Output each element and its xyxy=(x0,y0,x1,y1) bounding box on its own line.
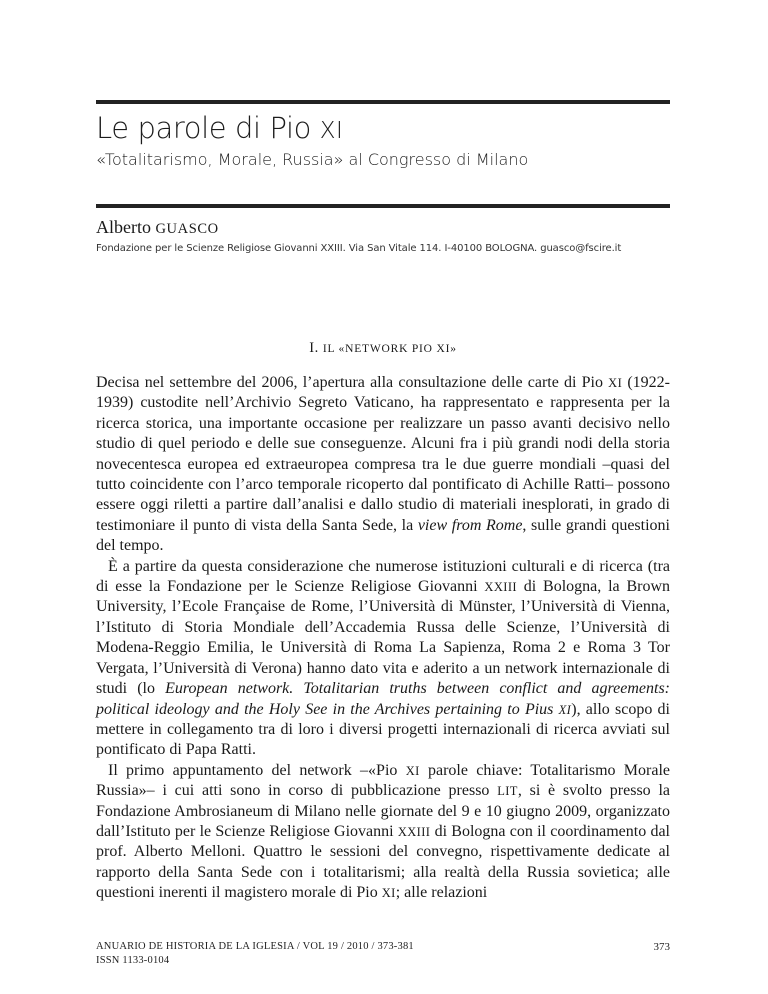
section-title: IL «NETWORK PIO XI» xyxy=(322,343,457,355)
roman-numeral: XI xyxy=(381,886,396,901)
article-subtitle: «Totalitarismo, Morale, Russia» al Congresso di Milano xyxy=(96,150,529,169)
paragraph-3 xyxy=(96,761,670,904)
text-span: parole chiave: Totalitarismo Morale Russia»– i cui atti sono in corso di pubblicazione presso xyxy=(96,761,671,800)
page-number: 373 xyxy=(653,941,670,953)
text-span: (1922-1939) custodite nell’Archivio Segreto Vaticano, ha rappresentato e rappresenta per la ricerca storica, una importante occasione per realizzare un passo avanti decisivo nello studio di quel periodo e delle sue conseguenze. Alcuni fra i più grandi nodi della storia novecentesca europea ed extraeuropea compresa tra le due guerre mondiali –quasi del tutto coincidente con l’arco temporale ricoperto dal pontificato di Achille Ratti– possono essere oggi riletti a partire dall’analisi e dallo studio di materiali inesplorati, in grado di testimoniare il punto di vista della Santa Sede, la xyxy=(96,374,671,534)
journal-footer xyxy=(96,940,414,968)
author-first-name: Alberto xyxy=(96,217,156,237)
roman-numeral: XI xyxy=(405,763,420,778)
paragraph-2 xyxy=(96,557,670,761)
roman-numeral: XI xyxy=(558,702,572,717)
author-name xyxy=(96,216,219,240)
roman-numeral: XXIII xyxy=(484,580,517,595)
section-heading xyxy=(96,338,670,359)
text-span: Il primo appuntamento del network –«Pio xyxy=(108,761,406,779)
text-span: di Bologna, la Brown University, l’Ecole Française de Rome, l’Università di Münster, l’Università di Vienna, l’Istituto di Storia Mondiale dell’Accademia Russa delle Scienze, l’Università di Modena-Reggio Emilia, le Università di Roma La Sapienza, Roma 2 e Roma 3 Tor Vergata, l’Università di Verona) hanno dato vita e aderito a un network internazionale di studi (lo xyxy=(96,578,671,698)
journal-issn: ISSN 1133-0104 xyxy=(96,955,170,966)
roman-numeral: XXIII xyxy=(397,824,431,839)
journal-citation: ANUARIO DE HISTORIA DE LA IGLESIA / VOL 19 / 2010 / 373-381 xyxy=(96,941,414,952)
title-rule xyxy=(96,100,670,104)
text-span: , sulle grandi questioni del tempo. xyxy=(96,516,670,555)
text-span: di Bologna con il coordinamento dal prof. Alberto Melloni. Quattro le sessioni del convegno, rispettivamente dedicate al rapporto della Santa Sede con i totalitarismi; alla realtà della Russia sovietica; alle questioni inerenti il magistero morale di Pio xyxy=(96,822,670,902)
text-span: Decisa nel settembre del 2006, l’apertura alla consultazione delle carte di Pio xyxy=(96,374,609,391)
title-numeral: XI xyxy=(319,118,344,144)
text-span: , si è svolto presso la Fondazione Ambrosianeum di Milano nelle giornate del 9 e 10 giugno 2009, organizzato dall’Istituto per le Scienze Religiose Giovanni xyxy=(96,782,670,840)
paragraph-1 xyxy=(96,373,670,557)
italic-text: view from Rome xyxy=(417,516,523,534)
text-span: ), allo scopo di mettere in collegamento tra di loro i diversi progetti internazionali di ricerca avviati sul pontificato di Papa Ratti. xyxy=(96,700,671,759)
text-span: ; alle relazioni xyxy=(395,884,488,902)
author-last-name: GUASCO xyxy=(155,221,219,237)
title-text: Le parole di Pio xyxy=(96,111,320,145)
author-affiliation: Fondazione per le Scienze Religiose Giovanni XXIII. Via San Vitale 114. I-40100 BOLOGNA. guasco@fscire.it xyxy=(96,243,622,254)
author-rule xyxy=(96,204,670,208)
article-body xyxy=(96,373,670,904)
italic-text: European network. Totalitarian truths between conflict and agreements: political ideology and the Holy See in the Archives pertaining to Pius xyxy=(96,680,671,718)
text-span: È a partire da questa considerazione che numerose istituzioni culturali e di ricerca (tra di esse la Fondazione per le Scienze Religiose Giovanni xyxy=(96,557,670,596)
article-title xyxy=(96,110,696,149)
section-number: I. xyxy=(309,340,323,356)
roman-numeral: XI xyxy=(608,376,623,390)
publisher-name: LIT xyxy=(497,784,518,799)
